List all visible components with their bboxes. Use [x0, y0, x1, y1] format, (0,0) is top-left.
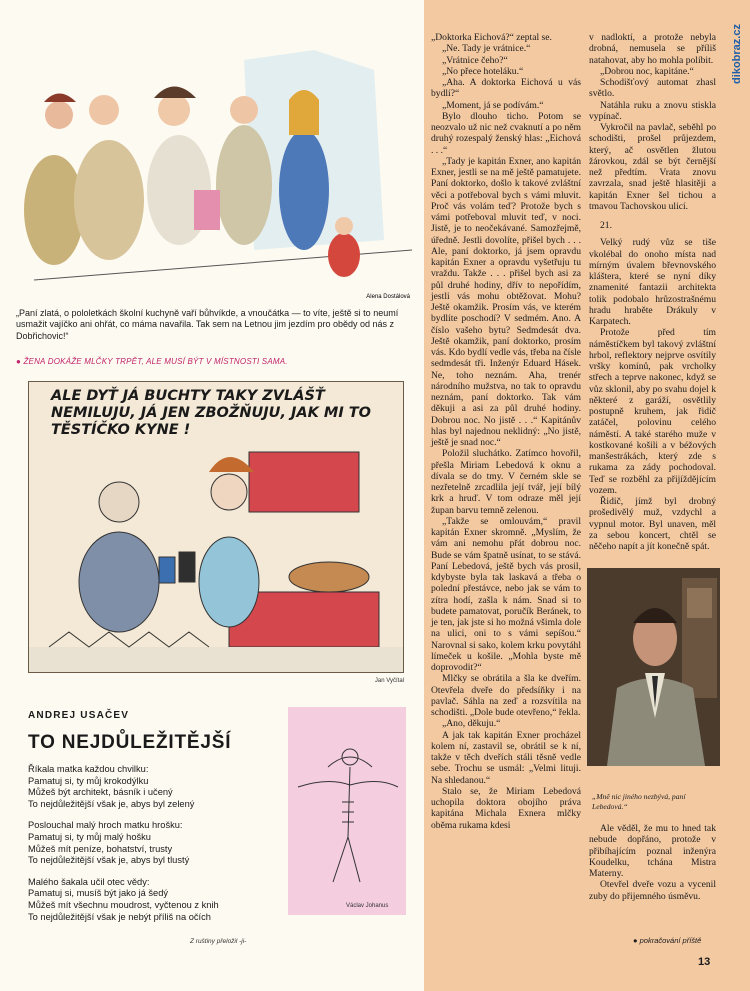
poem-body: [28, 764, 288, 933]
story-paragraph: „No přece hoteláku.“: [442, 65, 524, 77]
story-paragraph: „Ne. Tady je vrátnice.“: [442, 43, 531, 55]
poem-line: Pamatuj si, musíš být jako já šedý: [28, 888, 169, 899]
poem-line: Můžeš mít peníze, bohatství, trusty: [28, 843, 173, 854]
story-paragraph: „Aha. A doktorka Eichová u vás bydlí?“: [431, 77, 581, 100]
story-paragraph: v nadloktí, a protože nebyla drobná, nemusela se příliš natahovat, aby ho mohla políbit.: [589, 32, 716, 66]
story-paragraph: „Vrátnice čeho?“: [442, 54, 508, 66]
poem-line: To nejdůležitější však je nebýt příliš na očích: [28, 911, 211, 922]
story-paragraph: „Moment, já se podívám.“: [442, 99, 544, 111]
translator-credit: Z ruštiny přeložil -ji-: [190, 938, 247, 945]
cartoon-drawing: [29, 382, 403, 672]
story-paragraph: „Ano, děkuju.“: [442, 718, 501, 730]
crocodile-drawing: [288, 707, 406, 915]
story-paragraph: Položil sluchátko. Zatímco hovořil, přešla Miriam Lebedová k oknu a dívala se do tmy. V černém skle se nezřetelně zrcadlila její tvář, její bílý krk a hruď. V tom odraze měl její župan barvu temně zelenou.: [431, 448, 581, 516]
story-paragraph: Vykročil na pavlač, seběhl po schodišti, prošel průjezdem, který, ač osvětlen žlutou žárovkou, zdál se být černější než předtím. Vrata znovu zavrzala, snad ještě hlasitěji a kapitán Exner šel tichou a tmavou Tachovskou ulicí.: [589, 122, 716, 212]
story-paragraph: „Takže se omlouvám,“ pravil kapitán Exner skromně. „Myslím, že vám ani nemohu přát dobrou noc. Bude se vám špatně usínat, to se stává. Paní Lebedová, ještě bych vás prosil, kdybyste byla tak laskavá a třeba o polední přestávce, nebo jak se vám to zítra hodí, zašla k nám. Snad si to budete pamatovat, poručík Beránek, to je ten, jak jste si ho možná všimla dole na ulici, oni to s vámi sepíšou.“ Narovnal si sako, kolem krku povytáhl límeček u košile. „Mohla byste mě doprovodit?“: [431, 515, 581, 673]
poem-line: Malého šakala učil otec vědy:: [28, 876, 150, 887]
poem-author: ANDREJ USAČEV: [28, 710, 130, 721]
story-paragraph: Protože před tím náměstíčkem byl takový zvláštní hrbol, reflektory nejprve osvítily vršky komínů, pak vrcholky střech a teprve nakonec, když se vůz sklonil, aby po svahu dojel k některé z garáží, osvětlily postupně kruhem, jak řidič zatáčel, polovinu celého náměstí. A také starého muže v kostkované košili a v béžových manšestrákách, který zde s rukama za zády pochodoval. Teď se rozběhl za přijíždějícím vozem.: [589, 327, 716, 496]
portrait-photo: [587, 568, 720, 766]
poem-stanza: [28, 877, 288, 923]
story-paragraph: Řidič, jímž byl drobný prošedivělý muž, vzdychl a vypnul motor. Byl unaven, měl za sebou koncert, chtěl se něčeho napít a jít konečně spát.: [589, 496, 716, 552]
poem-line: Pamatuj si, ty můj krokodýlku: [28, 775, 149, 786]
story-paragraph: „Doktorka Eichová?“ zeptal se.: [431, 32, 552, 43]
page-number: 13: [698, 956, 711, 968]
cartoon-panel: [28, 381, 404, 684]
poem-illustration-credit: Václav Johanus: [346, 903, 389, 909]
poem-title: TO NEJDŮLEŽITĚJŠÍ: [28, 732, 232, 753]
story-paragraph: Stalo se, že Miriam Lebedová uchopila doktora obojího práva kapitána Michala Exnera mlčky oběma rukama kdesi: [431, 785, 581, 831]
poem-line: Říkala matka každou chvilku:: [28, 764, 149, 774]
photo-caption: „Mně nic jiného nezbývá, paní Lebedová.“: [592, 792, 686, 811]
cartoon-credit: Jan Vyčítal: [374, 678, 404, 684]
story-paragraph: „Tady je kapitán Exner, ano kapitán Exner, jestli se na mě ještě pamatujete. Paní doktorko, došlo k takové zvláštní věci a potřeboval bych s vámi mluvit. Proč vás volám teď? Protože bych s vámi potřeboval mluvit teď, v noci. Jistě, je to neočekávané. Samozřejmě, úředně. Jestli dovolíte, přišel bych . . . Ale, paní doktorko, já jsem opravdu kapitán Exner a opravdu vyšetřuju tu vraždu. Takže . . . přišel bych asi za půl druhé hodiny, dřív to nepořídím, jestli vás mohu obtěžovat. Mohu? Ještě okamžik. Prosím vás, ve kterém bydlíte poschodí? V sedmém. Ano. A číslo vašeho bytu? Sedmdesát dva. Ještě okamžik, paní doktorko, prosím vás. Kdo bydlí vedle vás, třeba na čísle sedmdesát tři. Inženýr Eduard Hásek. Ne, toho neznám. Aha, trenér národního mužstva, no tak to opravdu neznám, paní doktorko. Tak vám děkuji a asi za půl druhé hodiny. Dobrou noc. No jistě . . .“ Kapitánův hlas byl najednou neklidný: „No jistě, ještě je snad noc.“: [431, 155, 581, 448]
brand-watermark: dikobraz.cz: [731, 24, 743, 84]
speech-bubble: ALE DYŤ JÁ BUCHTY TAKY ZVLÁŠŤ NEMILUJU, JÁ JEN ZBOŽŇUJU, JAK MI TO TĚSTÍČKO KYNE !: [51, 388, 371, 438]
story-column-2-tail: [589, 823, 716, 902]
story-paragraph: Bylo dlouho ticho. Potom se neozvalo už nic než cvaknutí a po něm druhý rozespalý ženský hlas: „Eichová . . .“: [431, 110, 581, 156]
illustration-credit: Alena Dostálová: [366, 294, 410, 300]
lead-quote: ● ŽENA DOKÁŽE MLČKY TRPĚT, ALE MUSÍ BÝT V MÍSTNOSTI SAMA.: [16, 357, 288, 366]
story-paragraph: Velký rudý vůz se tiše vkolébal do onoho místa nad mírným úvalem břevnovského kláštera, které se nyní díky znamenité fantazii architekta tolik podobalo hrůzostrašnému hradu hraběte Drákuly v Karpatech.: [589, 237, 716, 327]
poem-line: Poslouchal malý hroch matku hrošku:: [28, 820, 183, 831]
poem-stanza: [28, 764, 288, 810]
poem-line: Můžeš mít všechnu moudrost, vyčtenou z knih: [28, 899, 219, 910]
portrait-drawing: [587, 568, 720, 766]
poem-stanza: [28, 820, 288, 866]
poem-line: To nejdůležitější však je, abys byl tlustý: [28, 855, 190, 866]
story-paragraph: Mlčky se obrátila a šla ke dveřím. Otevřela dveře do předsíňky i na pavlač. Sáhla na zeď a rozsvítila na schodišti. „Dole bude otevřeno,“ řekla.: [431, 673, 581, 718]
story-paragraph: Otevřel dveře vozu a vycenil zuby do přijemného úsměvu.: [589, 879, 716, 902]
poem-line: Můžeš být architekt, básník i učený: [28, 787, 173, 798]
poem-illustration: [288, 707, 406, 915]
continued-note: ● pokračování příště: [633, 936, 702, 945]
top-illustration: [14, 40, 412, 302]
story-paragraph: A jak tak kapitán Exner procházel kolem ní, zastavil se, obrátil se k ní, takže v těch dveřích stáli těsně vedle sebe. Trochu se usmál: „Velmi lituji. Na shledanou.“: [431, 729, 581, 786]
story-column-1: [431, 32, 581, 831]
chapter-number: 21.: [600, 220, 612, 231]
illustration-caption: „Paní zlatá, o pololetkách školní kuchyně vaří bůhvíkde, a vnoučátka — to víte, ještě si to neumí usmažit vajíčko ani ohřát, co máma navařila. Tak sem na Letnou jim jezdím pro obědy od nás z Dobřichovic!“: [16, 308, 399, 341]
story-paragraph: Schodišťový automat zhasl světlo.: [589, 77, 716, 100]
story-paragraph: Ale věděl, že mu to hned tak nebude dopřáno, protože v přibíhajícím poznal inženýra Koudelku, tchána Mistra Materny.: [589, 823, 716, 879]
story-paragraph: Natáhla ruku a znovu stiskla vypínač.: [589, 99, 716, 122]
story-paragraph: „Dobrou noc, kapitáne.“: [600, 65, 694, 77]
story-column-2: [589, 32, 716, 552]
poem-line: Pamatuj si, ty můj malý hošku: [28, 831, 151, 842]
poem-line: To nejdůležitější však je, abys byl zelený: [28, 798, 195, 809]
